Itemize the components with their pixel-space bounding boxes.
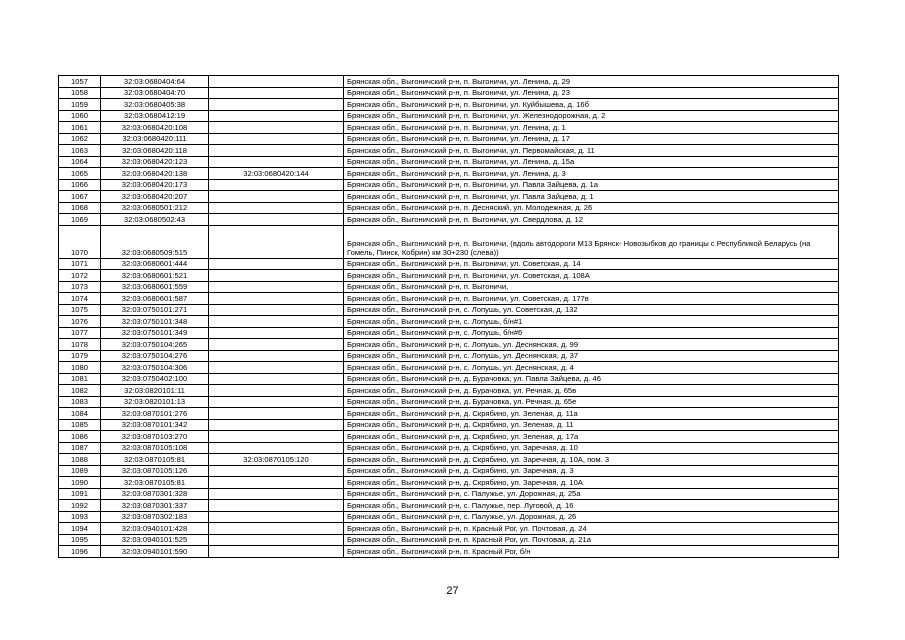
related-cadastral-number-cell bbox=[209, 179, 344, 191]
table-row bbox=[59, 87, 839, 99]
address-cell: Брянская обл., Выгоничский р-н, п. Красный Рог, б/н bbox=[344, 546, 839, 558]
related-cadastral-number-cell bbox=[209, 396, 344, 408]
address-cell: Брянская обл., Выгоничский р-н, п. Выгоничи, ул. Советская, д. 108А bbox=[344, 270, 839, 282]
table-row bbox=[59, 76, 839, 88]
address-cell: Брянская обл., Выгоничский р-н, п. Выгоничи, ул. Ленина, д. 17 bbox=[344, 133, 839, 145]
cadastral-number-cell: 32:03:0870101:342 bbox=[101, 419, 209, 431]
table-row bbox=[59, 316, 839, 328]
cadastral-number-cell: 32:03:0870301:337 bbox=[101, 500, 209, 512]
address-cell: Брянская обл., Выгоничский р-н, с. Лопушь, б/н#6 bbox=[344, 327, 839, 339]
address-cell: Брянская обл., Выгоничский р-н, с. Лопушь, ул. Советская, д. 132 bbox=[344, 304, 839, 316]
address-cell: Брянская обл., Выгоничский р-н, д. Бурачовка, ул. Павла Зайцева, д. 46 bbox=[344, 373, 839, 385]
address-cell: Брянская обл., Выгоничский р-н, с. Лопушь, б/н#1 bbox=[344, 316, 839, 328]
row-number-cell: 1078 bbox=[59, 339, 101, 351]
table-row bbox=[59, 500, 839, 512]
table-row bbox=[59, 339, 839, 351]
related-cadastral-number-cell bbox=[209, 523, 344, 535]
row-number-cell: 1091 bbox=[59, 488, 101, 500]
cadastral-number-cell: 32:03:0680420:173 bbox=[101, 179, 209, 191]
table-row bbox=[59, 350, 839, 362]
address-cell: Брянская обл., Выгоничский р-н, д. Скрябино, ул. Зеленая, д. 11 bbox=[344, 419, 839, 431]
row-number-cell: 1074 bbox=[59, 293, 101, 305]
table-row bbox=[59, 133, 839, 145]
cadastral-number-cell: 32:03:0680420:207 bbox=[101, 191, 209, 203]
row-number-cell: 1081 bbox=[59, 373, 101, 385]
row-number-cell: 1057 bbox=[59, 76, 101, 88]
cadastral-number-cell: 32:03:0820101:11 bbox=[101, 385, 209, 397]
cadastral-number-cell: 32:03:0680404:70 bbox=[101, 87, 209, 99]
table-row bbox=[59, 431, 839, 443]
row-number-cell: 1068 bbox=[59, 202, 101, 214]
related-cadastral-number-cell bbox=[209, 133, 344, 145]
address-cell: Брянская обл., Выгоничский р-н, п. Выгоничи, ул. Куйбышева, д. 16б bbox=[344, 99, 839, 111]
table-row bbox=[59, 156, 839, 168]
related-cadastral-number-cell bbox=[209, 214, 344, 226]
table-row bbox=[59, 534, 839, 546]
address-cell: Брянская обл., Выгоничский р-н, д. Скрябино, ул. Зеленая, д. 11а bbox=[344, 408, 839, 420]
page-number: 27 bbox=[446, 585, 459, 597]
related-cadastral-number-cell bbox=[209, 419, 344, 431]
cadastral-number-cell: 32:03:0750101:348 bbox=[101, 316, 209, 328]
row-number-cell: 1073 bbox=[59, 281, 101, 293]
table-row bbox=[59, 442, 839, 454]
address-cell: Брянская обл., Выгоничский р-н, п. Выгоничи, bbox=[344, 281, 839, 293]
table-row bbox=[59, 225, 839, 258]
cadastral-number-cell: 32:03:0750101:349 bbox=[101, 327, 209, 339]
row-number-cell: 1089 bbox=[59, 465, 101, 477]
table-row bbox=[59, 99, 839, 111]
cadastral-number-cell: 32:03:0870103:270 bbox=[101, 431, 209, 443]
cadastral-number-cell: 32:03:0940101:525 bbox=[101, 534, 209, 546]
table-row bbox=[59, 465, 839, 477]
row-number-cell: 1084 bbox=[59, 408, 101, 420]
table-row bbox=[59, 168, 839, 180]
table-row bbox=[59, 270, 839, 282]
related-cadastral-number-cell: 32:03:0870105:120 bbox=[209, 454, 344, 466]
related-cadastral-number-cell bbox=[209, 385, 344, 397]
address-cell: Брянская обл., Выгоничский р-н, д. Скрябино, ул. Заречная, д. 3 bbox=[344, 465, 839, 477]
address-cell: Брянская обл., Выгоничский р-н, д. Скрябино, ул. Заречная, д. 10А, пом. 3 bbox=[344, 454, 839, 466]
table-row bbox=[59, 488, 839, 500]
table-row bbox=[59, 191, 839, 203]
related-cadastral-number-cell bbox=[209, 442, 344, 454]
cadastral-number-cell: 32:03:0680420:138 bbox=[101, 168, 209, 180]
address-cell: Брянская обл., Выгоничский р-н, с. Палужье, ул. Дорожная, д. 25а bbox=[344, 488, 839, 500]
related-cadastral-number-cell bbox=[209, 258, 344, 270]
row-number-cell: 1065 bbox=[59, 168, 101, 180]
row-number-cell: 1090 bbox=[59, 477, 101, 489]
related-cadastral-number-cell bbox=[209, 122, 344, 134]
table-row bbox=[59, 145, 839, 157]
address-cell: Брянская обл., Выгоничский р-н, с. Палужье, ул. Дорожная, д. 26 bbox=[344, 511, 839, 523]
related-cadastral-number-cell bbox=[209, 511, 344, 523]
cadastral-number-cell: 32:03:0750104:265 bbox=[101, 339, 209, 351]
related-cadastral-number-cell bbox=[209, 327, 344, 339]
row-number-cell: 1095 bbox=[59, 534, 101, 546]
related-cadastral-number-cell bbox=[209, 350, 344, 362]
related-cadastral-number-cell bbox=[209, 477, 344, 489]
address-cell: Брянская обл., Выгоничский р-н, п. Выгоничи, ул. Павла Зайцева, д. 1 bbox=[344, 191, 839, 203]
address-cell: Брянская обл., Выгоничский р-н, п. Выгоничи, ул. Свердлова, д. 12 bbox=[344, 214, 839, 226]
cadastral-number-cell: 32:03:0680601:521 bbox=[101, 270, 209, 282]
related-cadastral-number-cell bbox=[209, 99, 344, 111]
related-cadastral-number-cell bbox=[209, 546, 344, 558]
row-number-cell: 1059 bbox=[59, 99, 101, 111]
address-cell: Брянская обл., Выгоничский р-н, д. Бурачовка, ул. Речная, д. 65е bbox=[344, 396, 839, 408]
cadastral-number-cell: 32:03:0680405:38 bbox=[101, 99, 209, 111]
related-cadastral-number-cell bbox=[209, 156, 344, 168]
related-cadastral-number-cell bbox=[209, 488, 344, 500]
row-number-cell: 1087 bbox=[59, 442, 101, 454]
cadastral-number-cell: 32:03:0870302:183 bbox=[101, 511, 209, 523]
table-row bbox=[59, 122, 839, 134]
address-cell: Брянская обл., Выгоничский р-н, д. Скрябино, ул. Зеленая, д. 17а bbox=[344, 431, 839, 443]
cadastral-number-cell: 32:03:0870301:328 bbox=[101, 488, 209, 500]
row-number-cell: 1060 bbox=[59, 110, 101, 122]
related-cadastral-number-cell bbox=[209, 500, 344, 512]
address-cell: Брянская обл., Выгоничский р-н, п. Выгоничи, ул. Ленина, д. 15а bbox=[344, 156, 839, 168]
address-cell: Брянская обл., Выгоничский р-н, п. Выгоничи, (вдоль автодороги М13 Брянск- Новозыбков до границы с Республикой Беларусь (на Гомель, Пинск, Кобрин) км 30+230 (слева)) bbox=[344, 225, 839, 258]
cadastral-number-cell: 32:03:0680404:64 bbox=[101, 76, 209, 88]
cadastral-number-cell: 32:03:0680601:444 bbox=[101, 258, 209, 270]
cadastral-number-cell: 32:03:0750101:271 bbox=[101, 304, 209, 316]
row-number-cell: 1076 bbox=[59, 316, 101, 328]
table-row bbox=[59, 396, 839, 408]
cadastral-number-cell: 32:03:0680420:108 bbox=[101, 122, 209, 134]
related-cadastral-number-cell bbox=[209, 202, 344, 214]
related-cadastral-number-cell bbox=[209, 304, 344, 316]
table-row bbox=[59, 281, 839, 293]
address-cell: Брянская обл., Выгоничский р-н, п. Выгоничи, ул. Советская, д. 177в bbox=[344, 293, 839, 305]
row-number-cell: 1083 bbox=[59, 396, 101, 408]
cadastral-number-cell: 32:03:0750104:276 bbox=[101, 350, 209, 362]
row-number-cell: 1069 bbox=[59, 214, 101, 226]
related-cadastral-number-cell bbox=[209, 225, 344, 258]
cadastral-number-cell: 32:03:0750402:100 bbox=[101, 373, 209, 385]
row-number-cell: 1061 bbox=[59, 122, 101, 134]
row-number-cell: 1067 bbox=[59, 191, 101, 203]
table-row bbox=[59, 304, 839, 316]
cadastral-number-cell: 32:03:0680420:118 bbox=[101, 145, 209, 157]
row-number-cell: 1058 bbox=[59, 87, 101, 99]
address-cell: Брянская обл., Выгоничский р-н, п. Выгоничи, ул. Железнодорожная, д. 2 bbox=[344, 110, 839, 122]
row-number-cell: 1063 bbox=[59, 145, 101, 157]
cadastral-number-cell: 32:03:0750104:306 bbox=[101, 362, 209, 374]
row-number-cell: 1077 bbox=[59, 327, 101, 339]
related-cadastral-number-cell bbox=[209, 339, 344, 351]
table-row bbox=[59, 327, 839, 339]
row-number-cell: 1086 bbox=[59, 431, 101, 443]
related-cadastral-number-cell bbox=[209, 281, 344, 293]
address-cell: Брянская обл., Выгоничский р-н, д. Скрябино, ул. Заречная, д. 10А bbox=[344, 477, 839, 489]
related-cadastral-number-cell bbox=[209, 145, 344, 157]
row-number-cell: 1080 bbox=[59, 362, 101, 374]
table-row bbox=[59, 373, 839, 385]
address-cell: Брянская обл., Выгоничский р-н, с. Лопушь, ул. Деснянская, д. 99 bbox=[344, 339, 839, 351]
related-cadastral-number-cell bbox=[209, 293, 344, 305]
cadastral-number-cell: 32:03:0870105:81 bbox=[101, 454, 209, 466]
table-row bbox=[59, 408, 839, 420]
related-cadastral-number-cell bbox=[209, 373, 344, 385]
related-cadastral-number-cell bbox=[209, 431, 344, 443]
address-cell: Брянская обл., Выгоничский р-н, п. Выгоничи, ул. Ленина, д. 29 bbox=[344, 76, 839, 88]
row-number-cell: 1075 bbox=[59, 304, 101, 316]
registry-table-body bbox=[59, 76, 839, 558]
cadastral-number-cell: 32:03:0940101:590 bbox=[101, 546, 209, 558]
row-number-cell: 1064 bbox=[59, 156, 101, 168]
related-cadastral-number-cell bbox=[209, 87, 344, 99]
address-cell: Брянская обл., Выгоничский р-н, п. Красный Рог, ул. Почтовая, д. 24 bbox=[344, 523, 839, 535]
address-cell: Брянская обл., Выгоничский р-н, д. Бурачовка, ул. Речная, д. 65в bbox=[344, 385, 839, 397]
address-cell: Брянская обл., Выгоничский р-н, п. Выгоничи, ул. Ленина, д. 1 bbox=[344, 122, 839, 134]
cadastral-number-cell: 32:03:0870101:276 bbox=[101, 408, 209, 420]
cadastral-number-cell: 32:03:0820101:13 bbox=[101, 396, 209, 408]
cadastral-number-cell: 32:03:0870105:81 bbox=[101, 477, 209, 489]
address-cell: Брянская обл., Выгоничский р-н, п. Красный Рог, ул. Почтовая, д. 21а bbox=[344, 534, 839, 546]
row-number-cell: 1093 bbox=[59, 511, 101, 523]
related-cadastral-number-cell bbox=[209, 76, 344, 88]
row-number-cell: 1071 bbox=[59, 258, 101, 270]
table-row bbox=[59, 385, 839, 397]
row-number-cell: 1094 bbox=[59, 523, 101, 535]
address-cell: Брянская обл., Выгоничский р-н, с. Палужье, пер. Луговой, д. 16 bbox=[344, 500, 839, 512]
table-row bbox=[59, 523, 839, 535]
table-row bbox=[59, 362, 839, 374]
cadastral-number-cell: 32:03:0870105:108 bbox=[101, 442, 209, 454]
cadastral-number-cell: 32:03:0680420:111 bbox=[101, 133, 209, 145]
row-number-cell: 1066 bbox=[59, 179, 101, 191]
cadastral-number-cell: 32:03:0680412:19 bbox=[101, 110, 209, 122]
table-row bbox=[59, 293, 839, 305]
cadastral-number-cell: 32:03:0680509:515 bbox=[101, 225, 209, 258]
related-cadastral-number-cell bbox=[209, 362, 344, 374]
table-row bbox=[59, 202, 839, 214]
table-row bbox=[59, 179, 839, 191]
table-row bbox=[59, 454, 839, 466]
address-cell: Брянская обл., Выгоничский р-н, п. Выгоничи, ул. Ленина, д. 23 bbox=[344, 87, 839, 99]
related-cadastral-number-cell bbox=[209, 110, 344, 122]
related-cadastral-number-cell bbox=[209, 316, 344, 328]
table-row bbox=[59, 258, 839, 270]
cadastral-number-cell: 32:03:0870105:126 bbox=[101, 465, 209, 477]
related-cadastral-number-cell: 32:03:0680420:144 bbox=[209, 168, 344, 180]
table-row bbox=[59, 110, 839, 122]
cadastral-number-cell: 32:03:0680420:123 bbox=[101, 156, 209, 168]
table-row bbox=[59, 477, 839, 489]
address-cell: Брянская обл., Выгоничский р-н, п. Выгоничи, ул. Павла Зайцева, д. 1а bbox=[344, 179, 839, 191]
related-cadastral-number-cell bbox=[209, 191, 344, 203]
cadastral-number-cell: 32:03:0680502:43 bbox=[101, 214, 209, 226]
address-cell: Брянская обл., Выгоничский р-н, д. Скрябино, ул. Заречная, д. 10 bbox=[344, 442, 839, 454]
row-number-cell: 1085 bbox=[59, 419, 101, 431]
table-row bbox=[59, 511, 839, 523]
cadastral-number-cell: 32:03:0680601:587 bbox=[101, 293, 209, 305]
related-cadastral-number-cell bbox=[209, 534, 344, 546]
related-cadastral-number-cell bbox=[209, 270, 344, 282]
cadastral-number-cell: 32:03:0680601:559 bbox=[101, 281, 209, 293]
row-number-cell: 1088 bbox=[59, 454, 101, 466]
row-number-cell: 1082 bbox=[59, 385, 101, 397]
table-row bbox=[59, 214, 839, 226]
address-cell: Брянская обл., Выгоничский р-н, с. Лопушь, ул. Деснянская, д. 4 bbox=[344, 362, 839, 374]
row-number-cell: 1092 bbox=[59, 500, 101, 512]
row-number-cell: 1096 bbox=[59, 546, 101, 558]
address-cell: Брянская обл., Выгоничский р-н, п. Десняский, ул. Молодежная, д. 26 bbox=[344, 202, 839, 214]
address-cell: Брянская обл., Выгоничский р-н, п. Выгоничи, ул. Первомайская, д. 11 bbox=[344, 145, 839, 157]
address-cell: Брянская обл., Выгоничский р-н, п. Выгоничи, ул. Ленина, д. 3 bbox=[344, 168, 839, 180]
registry-table bbox=[58, 75, 839, 558]
related-cadastral-number-cell bbox=[209, 408, 344, 420]
cadastral-number-cell: 32:03:0940101:428 bbox=[101, 523, 209, 535]
table-row bbox=[59, 546, 839, 558]
table-row bbox=[59, 419, 839, 431]
row-number-cell: 1079 bbox=[59, 350, 101, 362]
related-cadastral-number-cell bbox=[209, 465, 344, 477]
cadastral-number-cell: 32:03:0680501:212 bbox=[101, 202, 209, 214]
address-cell: Брянская обл., Выгоничский р-н, п. Выгоничи, ул. Советская, д. 14 bbox=[344, 258, 839, 270]
row-number-cell: 1062 bbox=[59, 133, 101, 145]
row-number-cell: 1070 bbox=[59, 225, 101, 258]
row-number-cell: 1072 bbox=[59, 270, 101, 282]
address-cell: Брянская обл., Выгоничский р-н, с. Лопушь, ул. Деснянская, д. 37 bbox=[344, 350, 839, 362]
